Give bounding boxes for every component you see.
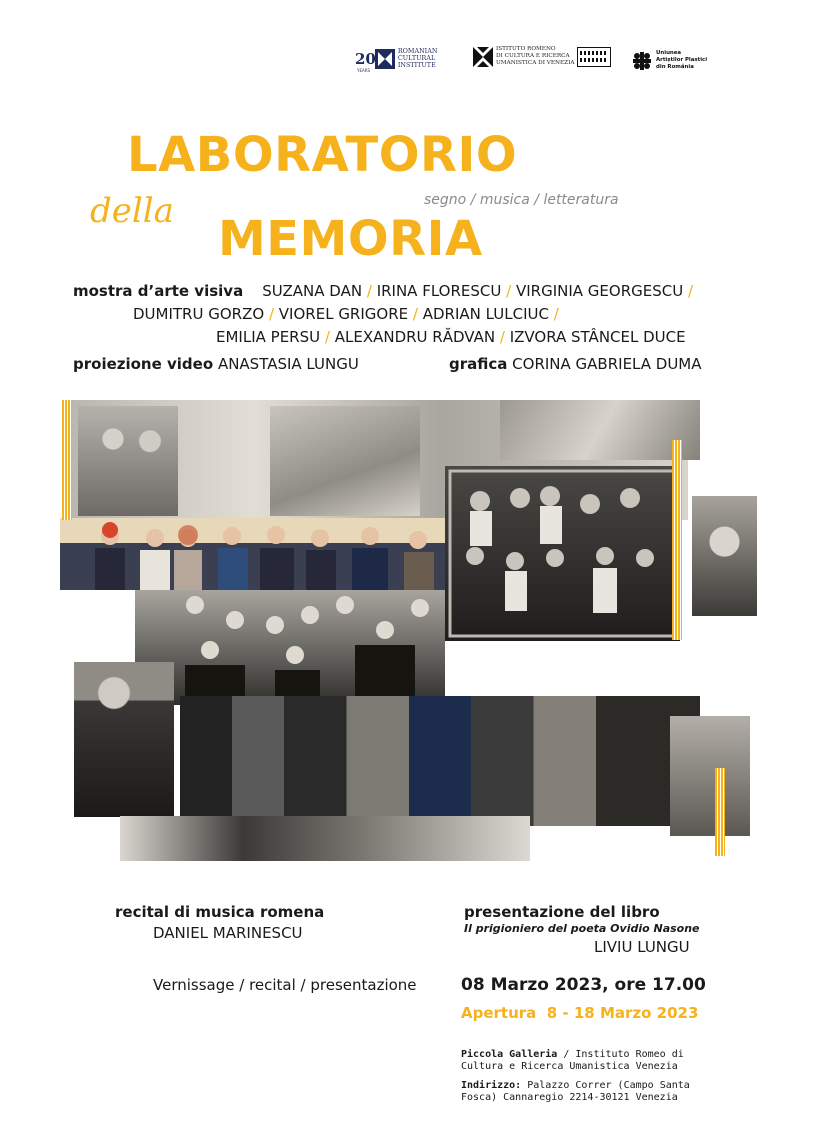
gold-stripe (62, 400, 72, 520)
credits-grafica (449, 355, 702, 373)
logo-number: 20 (355, 49, 376, 68)
photo-collage (60, 396, 760, 876)
vernissage-text: Vernissage / recital / presentazione (153, 976, 417, 994)
group-figures (60, 518, 445, 590)
ire-line3: UMANISTICA DI VENEZIA (496, 60, 575, 66)
archive-photo-two-men (78, 406, 178, 516)
apertura-dates: 8 - 18 Marzo 2023 (546, 1004, 699, 1022)
legs-strip-photo (180, 696, 700, 826)
venue-name-rest: / Instituto Romeo di (557, 1049, 684, 1060)
mostra-label: mostra d’arte visiva (73, 282, 244, 300)
ire-line1: ISTITUTO ROMENO (496, 46, 556, 52)
artist-name: DUMITRU GORZO (133, 305, 265, 323)
romanian-cultural-institute-logo (355, 47, 438, 73)
uap-line3: din România (656, 64, 694, 70)
title-laboratorio: LABORATORIO (127, 127, 518, 183)
separator: / (324, 328, 330, 346)
artist-name: IRINA FLORESCU (376, 282, 502, 300)
apertura-line (461, 1004, 698, 1022)
recital-name: DANIEL MARINESCU (153, 924, 303, 942)
sketch-tile (270, 406, 420, 516)
artist-name: SUZANA DAN (262, 282, 363, 300)
grafica-label: grafica (449, 355, 508, 373)
address-line2: Fosca) Cannaregio 2214-30121 Venezia (461, 1092, 678, 1103)
credits-line-3 (216, 328, 686, 346)
venue-line2: Cultura e Ricerca Umanistica Venezia (461, 1061, 678, 1072)
artist-name: VIRGINIA GEORGESCU (515, 282, 684, 300)
artist-name: IZVORA STÂNCEL DUCE (509, 328, 686, 346)
grafica-name: CORINA GABRIELA DUMA (512, 355, 702, 373)
uap-line2: Artiștilor Plastici (656, 57, 708, 63)
archive-portrait-woman (692, 496, 757, 616)
title-della: della (90, 191, 174, 231)
book-label: presentazione del libro (464, 903, 660, 921)
address-line1: Palazzo Correr (Campo Santa (521, 1080, 690, 1091)
gold-stripe (715, 768, 725, 856)
recital-label: recital di musica romena (115, 903, 325, 921)
artist-name: VIOREL GRIGORE (278, 305, 409, 323)
icr-line2: CULTURAL (397, 54, 436, 62)
archive-group-photo (445, 466, 680, 641)
separator: / (366, 282, 372, 300)
legs-strip-photo-2 (120, 816, 530, 861)
archive-portrait-man-glasses (74, 662, 174, 817)
logo-years: YEARS (357, 68, 371, 73)
credits-video (73, 355, 359, 373)
icr-emblem-icon (375, 49, 395, 69)
address-label: Indirizzo: (461, 1080, 522, 1091)
artist-name: ADRIAN LULCIUC (422, 305, 549, 323)
event-date: 08 Marzo 2023, ore 17.00 (461, 975, 706, 995)
archive-figures (445, 466, 680, 641)
istituto-romeno-logo (473, 46, 611, 67)
address-block (461, 1080, 690, 1104)
archive-figure-right (670, 716, 750, 836)
gold-stripe (672, 440, 682, 640)
color-group-photo (60, 518, 445, 590)
uap-logo-text (656, 50, 707, 71)
subtitle: segno / musica / letteratura (424, 192, 619, 208)
separator: / (268, 305, 275, 323)
icr-logo-text (398, 48, 438, 69)
sketch-tile (500, 400, 700, 460)
separator: / (506, 282, 512, 300)
apertura-label: Apertura (461, 1004, 537, 1022)
uap-emblem-icon (633, 52, 651, 70)
video-label: proiezione video (73, 355, 214, 373)
palazzo-building-icon (577, 47, 611, 67)
separator: / (553, 305, 559, 323)
ire-emblem-icon (473, 47, 493, 67)
credits-line-1 (73, 282, 693, 300)
book-author: LIVIU LUNGU (594, 938, 690, 956)
separator: / (499, 328, 505, 346)
artist-name: ALEXANDRU RĂDVAN (334, 328, 496, 346)
artist-name: EMILIA PERSU (216, 328, 321, 346)
venue-block (461, 1049, 684, 1073)
venue-name: Piccola Galleria (461, 1049, 558, 1060)
separator: / (412, 305, 418, 323)
ire-line2: DI CULTURA E RICERCA (496, 53, 570, 59)
book-title: Il prigioniero del poeta Ovidio Nasone (464, 922, 700, 935)
archive-group-photo-2 (135, 590, 445, 705)
credits-line-2 (133, 305, 559, 323)
video-name: ANASTASIA LUNGU (217, 355, 359, 373)
uap-line1: Uniunea (656, 50, 682, 56)
uap-logo (633, 50, 707, 71)
icr-line3: INSTITUTE (397, 61, 436, 69)
ire-logo-text (496, 46, 574, 67)
separator: / (687, 282, 694, 300)
archive-figures-2 (135, 590, 445, 705)
icr-line1: ROMANIAN (397, 47, 438, 55)
title-memoria: MEMORIA (218, 211, 483, 267)
